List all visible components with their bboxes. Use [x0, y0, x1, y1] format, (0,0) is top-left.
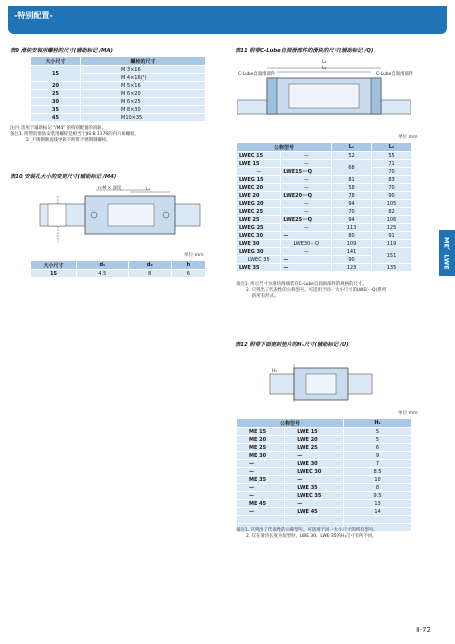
table-header: L₁	[332, 143, 372, 152]
table12	[236, 418, 412, 532]
table-cell: —	[281, 224, 332, 232]
table-cell: —	[281, 248, 332, 256]
table-cell: 9	[344, 452, 412, 460]
table-cell: LWE 35	[237, 264, 281, 272]
table-cell: LWEC 30	[237, 232, 281, 240]
table-cell: 25	[31, 90, 81, 98]
table-cell: —	[281, 208, 332, 216]
table-header: h	[171, 261, 205, 270]
table-cell: ME 30	[237, 452, 285, 460]
table-cell: 30	[31, 98, 81, 106]
table11-note-1: 备注1. 所示尺寸为滑块两端装有C-Lube自润滑部件的规格的尺寸。	[236, 282, 367, 287]
table-cell: 45	[31, 114, 81, 122]
table-cell: 68	[332, 160, 372, 176]
table-cell: —	[285, 476, 344, 484]
table-cell	[237, 516, 285, 524]
table-cell: LWE 25	[237, 216, 281, 224]
table-cell: —	[237, 168, 281, 176]
table12-note-2: 2. 仅在滑块长度为短型时，LWE 30、LWE 35的H₁尺寸有所不同。	[246, 534, 377, 539]
table-cell: 5	[344, 428, 412, 436]
table-cell: LWEG 15	[237, 176, 281, 184]
table10-unit: 单位 mm	[184, 253, 204, 258]
table-cell: 35	[31, 106, 81, 114]
table-cell: 58	[332, 184, 372, 192]
table-cell: LWEC 20	[237, 184, 281, 192]
table11-title: 表11 附带C-Lube自润滑部件的滑块的尺寸(辅助标记 /Q)	[235, 48, 374, 54]
table9	[30, 56, 206, 122]
table-header: d₂	[128, 261, 171, 270]
table-cell: LWE 35	[285, 484, 344, 492]
diagram-label-h1: H₁	[272, 369, 278, 374]
table-header: 公称型号	[237, 143, 332, 152]
table-cell: 15	[31, 270, 77, 278]
table9-title: 表9 滑块安装用螺栓的尺寸(辅助标记 /MA)	[10, 48, 113, 54]
table-cell: LWEC 35	[237, 256, 281, 264]
table-cell: LWE 15	[237, 160, 281, 168]
table-cell: —	[281, 264, 332, 272]
table-cell: 8	[128, 270, 171, 278]
table9-note-3: 2. 不锈钢制直线导轨不附带不锈钢制螺栓。	[26, 138, 111, 143]
table-cell: 6	[171, 270, 205, 278]
table-cell: ME 45	[237, 500, 285, 508]
table-cell: 20	[31, 82, 81, 90]
table-cell: M10×35	[81, 114, 206, 122]
table-cell: 113	[332, 224, 372, 232]
page-number: Ⅱ-72	[416, 626, 431, 634]
table-cell: LWE 45	[285, 508, 344, 516]
table-cell: LWE 30	[285, 460, 344, 468]
table-cell: —	[237, 468, 285, 476]
table-cell	[344, 516, 412, 524]
table-cell: —	[237, 460, 285, 468]
diagram-label-l1: L₁	[322, 66, 327, 71]
table-cell: LWEC 30	[285, 468, 344, 476]
table-cell: LWEG 30	[237, 248, 281, 256]
table-cell: ME 20	[237, 436, 285, 444]
table-cell: M 8×30	[81, 106, 206, 114]
table-cell: M 6×25	[81, 98, 206, 106]
table-cell: 70	[372, 184, 412, 192]
table-cell: 83	[372, 176, 412, 184]
table-cell: 125	[372, 224, 412, 232]
table-cell: LWE20···Q	[281, 192, 332, 200]
table-cell: 90	[372, 192, 412, 200]
table11	[236, 142, 412, 272]
table-cell: —	[281, 200, 332, 208]
table-cell: 71	[372, 160, 412, 168]
table-cell: 119	[372, 240, 412, 248]
table-cell: —	[281, 256, 332, 264]
table-cell: 135	[372, 264, 412, 272]
table-cell: 70	[372, 168, 412, 176]
side-tab-me-lwe[interactable]: ME、LWE	[439, 230, 455, 276]
table12-diagram	[266, 362, 376, 406]
table-cell: LWE 15	[285, 428, 344, 436]
table-cell: LWE25···Q	[281, 216, 332, 224]
table-cell: M 3×16	[81, 66, 206, 74]
table-cell: —	[285, 452, 344, 460]
table-cell: 52	[332, 152, 372, 160]
table-cell: 8.5	[344, 468, 412, 476]
table-cell: —	[281, 184, 332, 192]
table-cell: LWEC 15	[237, 152, 281, 160]
table-cell: 78	[332, 192, 372, 200]
table-cell: 15	[31, 66, 81, 82]
table-cell: LWE15···Q	[281, 168, 332, 176]
table-cell: 90	[332, 256, 372, 264]
table-cell: 151	[372, 248, 412, 264]
table-cell: LWE 30	[237, 240, 281, 248]
table11-unit: 单位 mm	[398, 135, 418, 140]
table-cell: —	[237, 492, 285, 500]
table-cell: 14	[344, 508, 412, 516]
diagram-label-m-depth: n-M × 深度	[98, 186, 122, 191]
table-cell: 80	[332, 232, 372, 240]
table-cell: 109	[332, 240, 372, 248]
table10-title: 表10 安装孔大小的变更尺寸(辅助标记 /M4)	[10, 174, 117, 180]
table-cell: LWEC 35	[285, 492, 344, 500]
diagram-label-l2: L₂	[322, 60, 327, 65]
table-header: H₁	[344, 419, 412, 428]
table-cell	[285, 516, 344, 524]
table-cell: M 4×16(¹)	[81, 74, 206, 82]
table-cell: 105	[372, 200, 412, 208]
table-cell: 94	[332, 200, 372, 208]
table-cell: ME 25	[237, 444, 285, 452]
diagram-label-lube-left: C-Lube自润滑部件	[238, 72, 276, 77]
table-header: L₂	[372, 143, 412, 152]
table-cell: 9.5	[344, 492, 412, 500]
table-header: 公称型号	[237, 419, 344, 428]
table-cell: 8	[344, 484, 412, 492]
table-cell: —	[237, 508, 285, 516]
table-cell: 81	[332, 176, 372, 184]
header-bar	[8, 6, 447, 34]
table-cell: M 5×16	[81, 82, 206, 90]
table-cell: 55	[372, 152, 412, 160]
table-cell: LWE 20	[237, 192, 281, 200]
table12-note-1: 备注1. 只列出了代表性的公称型号。可适用于同一大小尺寸的所有型号。	[236, 528, 378, 533]
table-cell: 10	[344, 476, 412, 484]
table-cell: 5	[344, 436, 412, 444]
table-cell: —	[281, 152, 332, 160]
table-cell: 141	[332, 248, 372, 256]
table9-note-1: 注(¹) 适用于辅助标记 "/M4" 的特别配置的滑轨。	[10, 126, 107, 131]
table11-note-3: 的所有形式。	[252, 294, 279, 299]
table-cell: LWEG 20	[237, 200, 281, 208]
table-cell: 70	[332, 208, 372, 216]
table-cell: —	[285, 500, 344, 508]
table12-title: 表12 附带下面密封垫片的H₁尺寸(辅助标记 /U)	[235, 342, 349, 348]
table11-note-2: 2. 只列出了代表性的公称型号。可适用于同一大小尺寸的LWE(···Q)系列	[246, 288, 386, 293]
table-cell: LWE 25	[285, 444, 344, 452]
table-cell: 91	[372, 232, 412, 240]
table-cell: 6	[344, 444, 412, 452]
table9-note-2: 备注1. 附带的滑轨安装用螺栓是相当于JIS B 1176的内六角螺栓。	[10, 132, 139, 137]
table10-diagram	[30, 182, 210, 252]
table-cell: ME 35	[237, 476, 285, 484]
table-cell: 13	[344, 500, 412, 508]
table-cell: —	[281, 232, 332, 240]
table-cell: —	[281, 160, 332, 168]
table9-header-bolt: 螺栓的尺寸	[81, 57, 206, 66]
table-cell: —	[281, 176, 332, 184]
table-cell: LWEG 25	[237, 224, 281, 232]
table-cell: 4.5	[77, 270, 129, 278]
table-cell: ME 15	[237, 428, 285, 436]
page-title: -特别配置-	[14, 11, 53, 20]
table-cell: 106	[372, 216, 412, 224]
table-cell: LWEC 25	[237, 208, 281, 216]
table-cell: LWE30···Q	[281, 240, 332, 248]
table-cell: 123	[332, 264, 372, 272]
table-cell: 94	[332, 216, 372, 224]
table-cell: LWE 20	[285, 436, 344, 444]
table-cell: 82	[372, 208, 412, 216]
table-cell: —	[237, 484, 285, 492]
table-header: 大小尺寸	[31, 261, 77, 270]
table-cell: M 6×20	[81, 90, 206, 98]
table12-unit: 单位 mm	[398, 411, 418, 416]
table10	[30, 260, 206, 278]
table-cell: 7	[344, 460, 412, 468]
table9-header-size: 大小尺寸	[31, 57, 81, 66]
diagram-label-lube-right: C-Lube自润滑部件	[376, 72, 414, 77]
table-header: d₁	[77, 261, 129, 270]
diagram-label-l2: L₂	[146, 187, 151, 192]
